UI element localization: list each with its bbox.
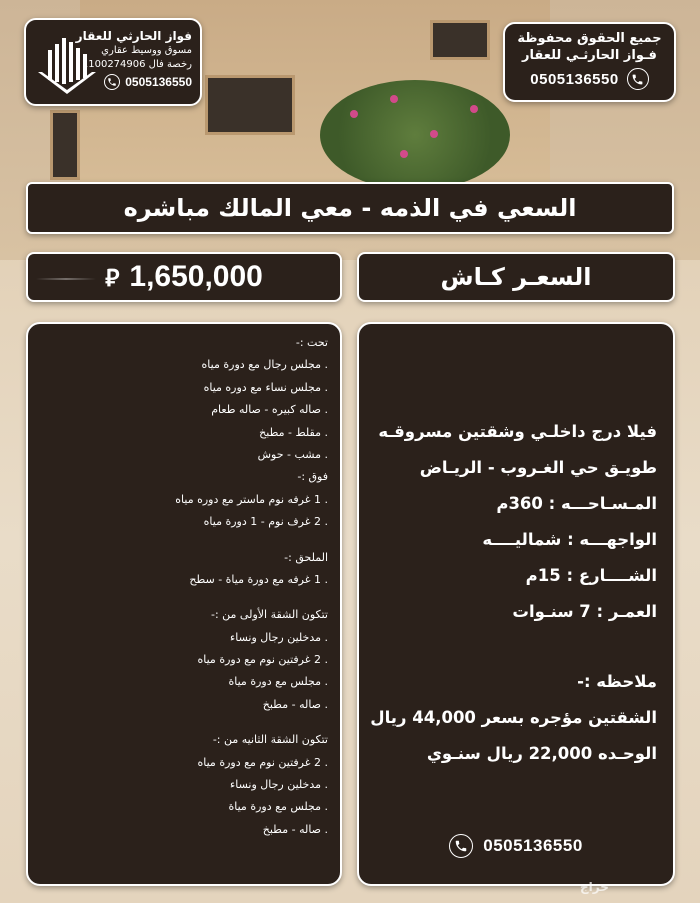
section-title: فوق :- bbox=[297, 470, 328, 484]
layout-details-card bbox=[26, 322, 342, 886]
list-item: . مقلط - مطبخ bbox=[259, 425, 328, 439]
price-value: 1,650,000 bbox=[129, 260, 263, 293]
brand-card bbox=[24, 18, 202, 106]
list-item: . مجلس مع دورة مياة bbox=[228, 800, 328, 814]
price-value-card bbox=[26, 252, 342, 302]
list-item: . صاله - مطبخ bbox=[262, 822, 328, 836]
villa-window bbox=[205, 75, 295, 135]
property-type: فيلا درج داخلـي وشقتين مسروقـه bbox=[378, 422, 657, 441]
rights-phone[interactable]: 0505136550 bbox=[530, 70, 619, 88]
phone-icon bbox=[104, 74, 120, 90]
brand-license: رخصة فال 1100274906 bbox=[81, 59, 192, 70]
list-item: . مجلس مع دورة مياة bbox=[228, 675, 328, 689]
property-details-card bbox=[357, 322, 675, 886]
rights-owner: فـواز الحارثـي للعقار bbox=[522, 48, 657, 63]
note-line: الشقتين مؤجره بسعر 44,000 ريال bbox=[370, 708, 657, 727]
note-title: ملاحظه :- bbox=[577, 672, 657, 691]
list-item: . 2 غرفتين نوم مع دورة مياه bbox=[197, 755, 328, 769]
property-age: العمـر : 7 سنـوات bbox=[512, 602, 657, 621]
list-item: . مجلس نساء مع دوره مياه bbox=[203, 380, 328, 394]
decorative-lines bbox=[36, 278, 96, 280]
watermark: حراج bbox=[580, 880, 609, 894]
villa-window bbox=[50, 110, 80, 180]
list-item: . صاله كبيره - صاله طعام bbox=[211, 403, 328, 417]
list-item: . صاله - مطبخ bbox=[262, 697, 328, 711]
list-item: . 1 غرفه مع دورة مياة - سطح bbox=[189, 572, 328, 586]
headline-banner bbox=[26, 182, 674, 234]
property-area: المـسـاحـــه : 360م bbox=[496, 494, 657, 513]
list-item: . مشب - حوش bbox=[257, 447, 328, 461]
property-location: طويـق حي الغـروب - الريـاض bbox=[419, 458, 657, 477]
price-label: السعـر كـاش bbox=[440, 263, 592, 291]
section-title: تحت :- bbox=[295, 336, 328, 349]
list-item: . 1 غرفه نوم ماستر مع دوره مياه bbox=[175, 492, 328, 506]
brand-role: مسوق ووسيط عقاري bbox=[101, 45, 192, 56]
brand-phone[interactable]: 0505136550 bbox=[125, 75, 192, 89]
phone-icon bbox=[627, 68, 649, 90]
list-item: . مدخلين رجال ونساء bbox=[230, 630, 328, 644]
price-label-card bbox=[357, 252, 675, 302]
villa-window bbox=[430, 20, 490, 60]
contact-phone[interactable]: 0505136550 bbox=[483, 836, 583, 855]
phone-icon bbox=[449, 834, 473, 858]
list-item: . 2 غرف نوم - 1 دورة مياه bbox=[203, 515, 328, 529]
list-item: . 2 غرفتين نوم مع دورة مياه bbox=[197, 653, 328, 667]
riyal-currency-icon: ⃁ bbox=[105, 263, 120, 292]
rights-card bbox=[503, 22, 676, 102]
section-title: تتكون الشقة الثانيه من :- bbox=[212, 733, 328, 747]
brand-name: فواز الحارثي للعقار bbox=[75, 29, 192, 43]
rights-line: جميع الحقوق محفوظة bbox=[517, 31, 662, 46]
list-item: . مدخلين رجال ونساء bbox=[230, 778, 328, 792]
property-facade: الواجهـــه : شماليــــه bbox=[482, 530, 657, 549]
section-title: الملحق :- bbox=[284, 550, 328, 564]
list-item: . مجلس رجال مع دورة مياه bbox=[201, 358, 328, 372]
section-title: تتكون الشقة الأولى من :- bbox=[211, 608, 328, 622]
headline-title: السعي في الذمه - معي المالك مباشره bbox=[123, 194, 577, 222]
property-street: الشــــارع : 15م bbox=[525, 566, 657, 585]
plant-decoration bbox=[320, 80, 510, 190]
note-line: الوحـده 22,000 ريال سنـوي bbox=[426, 744, 657, 763]
